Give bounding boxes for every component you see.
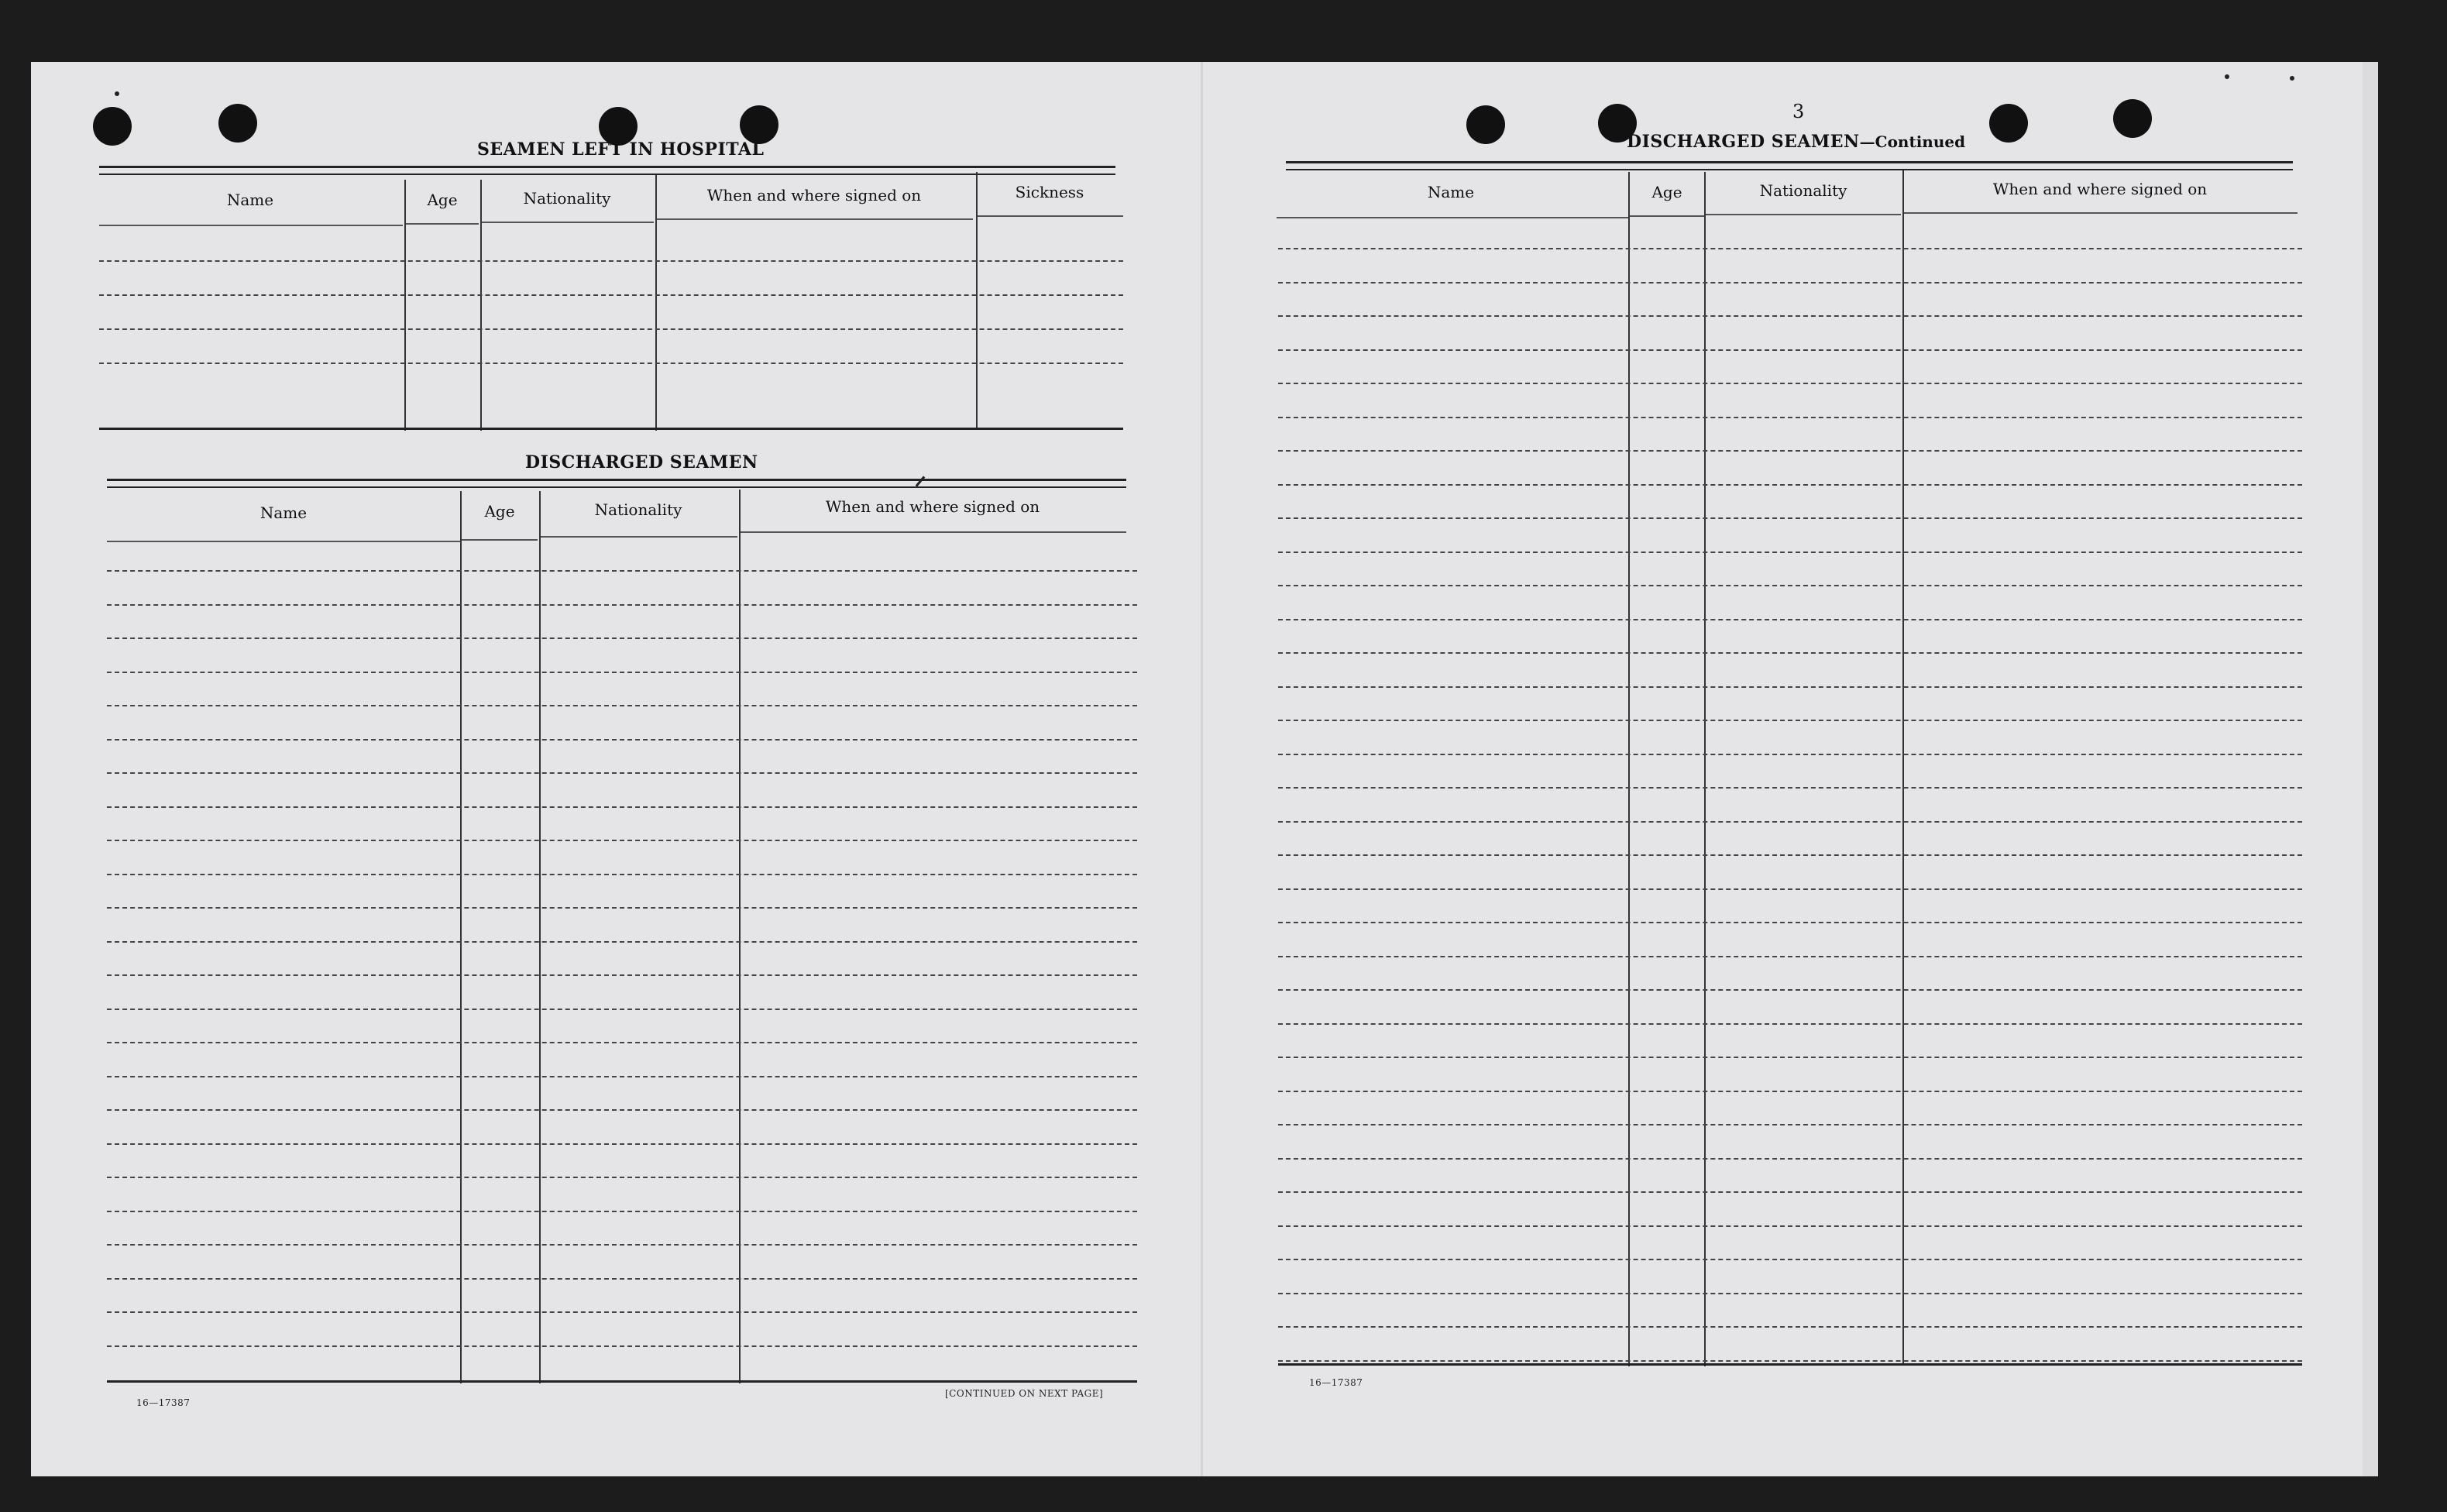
- hospital-col-age: Age: [427, 191, 458, 209]
- punch-hole: [740, 105, 778, 144]
- right-top-rule-2: [1286, 169, 2293, 170]
- row-line: [1278, 854, 2302, 856]
- right-col-signed-on: When and where signed on: [1992, 180, 2208, 198]
- row-line: [1278, 1124, 2302, 1125]
- hospital-col-name: Name: [226, 191, 274, 209]
- hospital-top-rule: [99, 166, 1115, 168]
- row-line: [1278, 922, 2302, 923]
- column-divider: [480, 180, 482, 431]
- row-line: [107, 1042, 1137, 1043]
- row-line: [107, 1211, 1137, 1212]
- center-fold: [1201, 62, 1203, 1476]
- punch-hole: [1466, 105, 1505, 144]
- discharged-top-rule: [107, 479, 1126, 481]
- row-line: [107, 672, 1137, 673]
- discharged-col-name: Name: [259, 503, 308, 522]
- column-divider: [976, 172, 978, 428]
- discharged-top-rule-2: [107, 486, 1126, 488]
- row-line: [1278, 754, 2302, 755]
- row-line: [1278, 1057, 2302, 1058]
- row-line: [1278, 417, 2302, 418]
- row-line: [1278, 1023, 2302, 1025]
- row-line: [107, 1278, 1137, 1280]
- row-line: [1278, 1360, 2302, 1362]
- column-divider: [460, 491, 462, 1383]
- row-line: [99, 294, 1123, 296]
- row-line: [1278, 585, 2302, 586]
- row-line: [1278, 720, 2302, 721]
- stray-mark: [2225, 74, 2229, 79]
- column-divider: [655, 175, 657, 431]
- row-line: [1278, 383, 2302, 384]
- right-title-suffix: —Continued: [1859, 132, 1966, 151]
- column-divider: [1628, 172, 1630, 1366]
- stray-mark: [115, 91, 119, 96]
- right-top-rule: [1286, 161, 2293, 163]
- row-line: [1278, 989, 2302, 991]
- header-underline: [655, 218, 973, 220]
- row-line: [107, 840, 1137, 841]
- row-line: [1278, 450, 2302, 452]
- row-line: [1278, 652, 2302, 654]
- continued-note: [CONTINUED ON NEXT PAGE]: [945, 1388, 1104, 1399]
- right-col-name: Name: [1427, 183, 1475, 201]
- row-line: [1278, 686, 2302, 688]
- row-line: [1278, 1293, 2302, 1294]
- punch-hole: [218, 104, 257, 143]
- header-underline: [406, 223, 479, 225]
- row-line: [1278, 1259, 2302, 1260]
- hospital-col-nationality: Nationality: [523, 189, 611, 208]
- row-line: [107, 941, 1137, 943]
- row-line: [107, 1076, 1137, 1077]
- row-line: [1278, 787, 2302, 789]
- header-underline: [480, 222, 654, 223]
- table-bottom-rule: [1278, 1363, 2302, 1366]
- row-line: [107, 874, 1137, 875]
- right-section-title: [1627, 132, 1965, 152]
- column-divider: [739, 490, 741, 1383]
- document-page: [31, 62, 2363, 1476]
- row-line: [1278, 552, 2302, 553]
- row-line: [1278, 282, 2302, 284]
- discharged-section-title: DISCHARGED SEAMEN: [525, 452, 758, 472]
- punch-hole: [1989, 104, 2028, 143]
- row-line: [107, 604, 1137, 606]
- table-bottom-rule: [107, 1380, 1137, 1383]
- row-line: [1278, 1158, 2302, 1160]
- right-col-age: Age: [1651, 183, 1682, 201]
- row-line: [107, 570, 1137, 572]
- table-bottom-rule: [99, 428, 1123, 430]
- punch-hole: [2113, 99, 2152, 138]
- header-underline: [99, 225, 403, 226]
- row-line: [1278, 821, 2302, 823]
- row-line: [1278, 315, 2302, 317]
- row-line: [107, 974, 1137, 976]
- row-line: [107, 907, 1137, 909]
- row-line: [107, 705, 1137, 706]
- row-line: [107, 1345, 1137, 1347]
- row-line: [1278, 484, 2302, 486]
- column-divider: [1704, 172, 1706, 1366]
- page-edge: [2363, 62, 2378, 1476]
- row-line: [1278, 248, 2302, 249]
- header-underline: [739, 531, 1126, 533]
- hospital-col-sickness: Sickness: [1015, 183, 1084, 201]
- discharged-col-age: Age: [484, 502, 515, 521]
- header-underline: [539, 536, 737, 538]
- row-line: [107, 1244, 1137, 1246]
- header-underline: [976, 215, 1123, 217]
- row-line: [1278, 956, 2302, 957]
- row-line: [1278, 349, 2302, 351]
- row-line: [107, 772, 1137, 774]
- right-col-nationality: Nationality: [1759, 181, 1847, 200]
- punch-hole: [93, 107, 132, 146]
- row-line: [107, 1143, 1137, 1145]
- row-line: [107, 637, 1137, 639]
- row-line: [1278, 1225, 2302, 1227]
- right-form-number: 16—17387: [1309, 1377, 1363, 1388]
- header-underline: [1902, 212, 2297, 214]
- left-form-number: 16—17387: [136, 1397, 191, 1408]
- row-line: [107, 1311, 1137, 1313]
- row-line: [1278, 888, 2302, 890]
- hospital-top-rule-2: [99, 174, 1115, 175]
- row-line: [1278, 1326, 2302, 1328]
- row-line: [99, 363, 1123, 364]
- row-line: [1278, 1091, 2302, 1092]
- row-line: [107, 806, 1137, 808]
- right-title-main: DISCHARGED SEAMEN: [1627, 132, 1860, 152]
- page-number: 3: [1792, 101, 1805, 122]
- row-line: [107, 1177, 1137, 1178]
- row-line: [1278, 619, 2302, 620]
- header-underline: [462, 539, 538, 541]
- column-divider: [539, 491, 541, 1383]
- hospital-section-title: SEAMEN LEFT IN HOSPITAL: [477, 139, 765, 160]
- column-divider: [404, 180, 406, 431]
- header-underline: [1277, 217, 1630, 218]
- row-line: [107, 739, 1137, 741]
- header-underline: [1706, 214, 1901, 215]
- discharged-col-nationality: Nationality: [594, 500, 682, 519]
- row-line: [99, 328, 1123, 330]
- hospital-col-signed-on: When and where signed on: [706, 186, 922, 204]
- row-line: [107, 1009, 1137, 1010]
- header-underline: [107, 541, 460, 542]
- row-line: [1278, 517, 2302, 519]
- header-underline: [1630, 215, 1704, 217]
- row-line: [1278, 1191, 2302, 1193]
- row-line: [107, 1109, 1137, 1111]
- row-line: [99, 260, 1123, 262]
- stray-mark: [2290, 76, 2294, 81]
- discharged-col-signed-on: When and where signed on: [825, 497, 1040, 516]
